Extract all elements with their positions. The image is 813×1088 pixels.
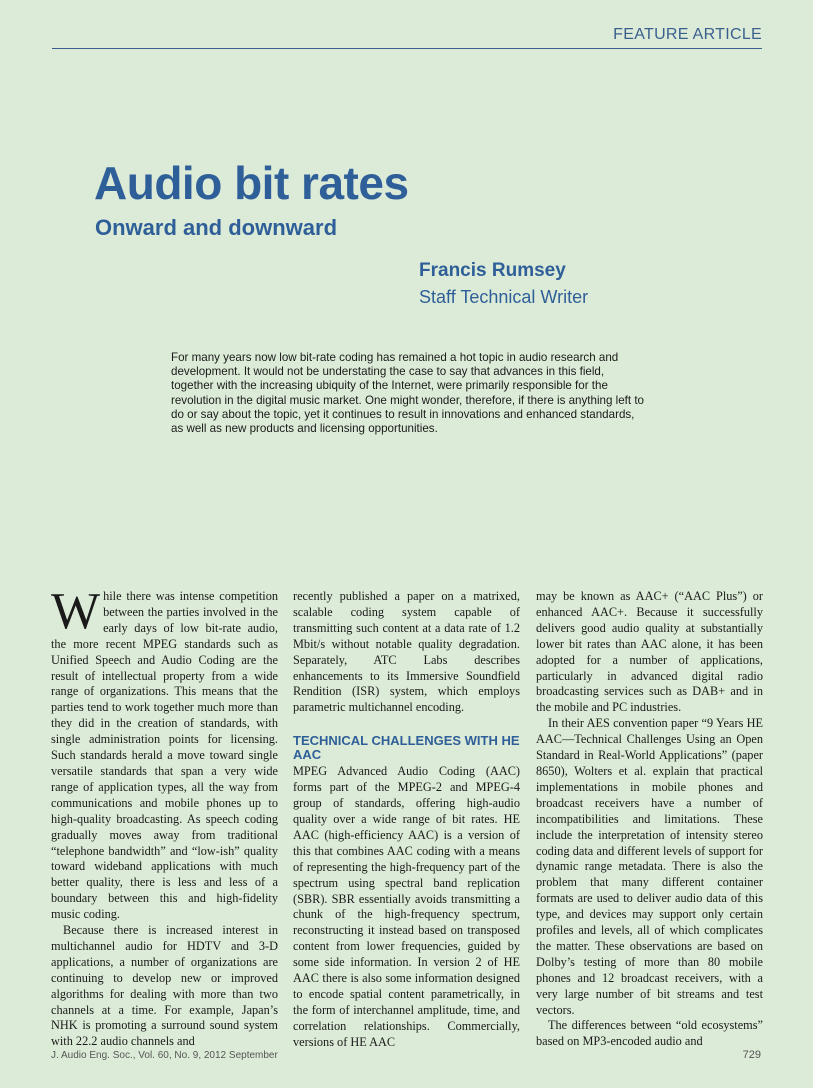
paragraph: Because there is increased interest in multichannel audio for HDTV and 3-D applications, a number of organizations are continuing to develop new or improved algorithms for dealing with more than two channels at a time. For example, Japan’s NHK is promoting a surround sound system with 22.2 audio channels and <box>51 923 278 1049</box>
article-title: Audio bit rates <box>94 157 409 209</box>
section-heading: TECHNICAL CHALLENGES WITH HE AAC <box>293 733 520 763</box>
section-label: FEATURE ARTICLE <box>613 26 762 43</box>
paragraph: recently published a paper on a matrixed, scalable coding system capable of transmitting such content at a data rate of 1.2 Mbit/s without notable quality degradation. Separately, ATC Labs describes enhancements to its Immersive Soundfield Rendition (ISR) system, which employs parametric multichannel encoding. <box>293 589 520 715</box>
paragraph: may be known as AAC+ (“AAC Plus”) or enhanced AAC+. Because it successfully delivers good audio quality at substantially lower bit rates than AAC alone, it has been adopted for a number of applications, particularly in advanced digital radio broadcasting services such as DAB+ and in the mobile and PC industries. <box>536 589 763 715</box>
footer-citation: J. Audio Eng. Soc., Vol. 60, No. 9, 2012 September <box>51 1050 278 1061</box>
paragraph: The differences between “old ecosystems” based on MP3-encoded audio and <box>536 1018 763 1049</box>
paragraph <box>51 583 278 923</box>
drop-cap: W <box>51 583 101 640</box>
author-name: Francis Rumsey <box>419 260 566 281</box>
body-column-2 <box>293 589 520 1051</box>
author-role: Staff Technical Writer <box>419 287 589 307</box>
header-rule <box>52 48 762 49</box>
paragraph-text: hile there was intense competition between the parties involved in the early days of low bit-rate audio, the more recent MPEG standards such as Unified Speech and Audio Coding are the result of intellectual property from a wide range of organizations. This means that the parties tend to work together much more than they did in the creation of standards, with single administration points for licensing. Such standards herald a move toward single versatile standards that span a very wide range of application types, all the way from communications and mobile phones up to high-quality broadcasting. As speech coding gradually moves away from traditional “telephone bandwidth” and “low-ish” quality toward wideband applications with much better quality, there is less and less of a boundary between this and high-fidelity music coding. <box>51 589 278 922</box>
body-column-3 <box>536 589 763 1050</box>
paragraph: In their AES convention paper “9 Years HE AAC—Technical Challenges Using an Open Standard in Real-World Applications” (paper 8650), Wolters et al. explain that practical implementations in mobile phones and broadcast receivers have a number of incompatibilities and limitations. These include the interpretation of intensity stereo coding data and different levels of support for dynamic range metadata. There is also the problem that many different container formats are used to deliver audio data of this type, and devices may support only certain profiles and levels, all of which complicates the matter. These observations are based on Dolby’s testing of more than 80 mobile phones and 12 broadcast receivers, with a very large number of bit streams and test vectors. <box>536 716 763 1017</box>
page-number: 729 <box>742 1049 761 1061</box>
article-abstract: For many years now low bit-rate coding has remained a hot topic in audio research and development. It would not be understating the case to say that advances in this field, together with the increasing ubiquity of the Internet, were primarily responsible for the revolution in the digital music market. One might wonder, therefore, if there is anything left to do or say about the topic, yet it continues to result in innovations and enhanced standards, as well as new products and licensing opportunities. <box>171 351 645 436</box>
article-subtitle: Onward and downward <box>95 215 338 240</box>
body-column-1 <box>51 583 278 1050</box>
paragraph: MPEG Advanced Audio Coding (AAC) forms part of the MPEG-2 and MPEG-4 group of standards, offering high-audio quality over a wide range of bit rates. HE AAC (high-efficiency AAC) is a version of this that combines AAC coding with a means of representing the high-frequency part of the spectrum using spectral band replication (SBR). SBR essentially avoids transmitting a chunk of the high-frequency spectrum, reconstructing it instead based on transposed content from lower frequencies, guided by some side information. In version 2 of HE AAC there is also some information designed to encode spatial content parametrically, in the form of interchannel amplitude, time, and correlation relationships. Commercially, versions of HE AAC <box>293 764 520 1049</box>
